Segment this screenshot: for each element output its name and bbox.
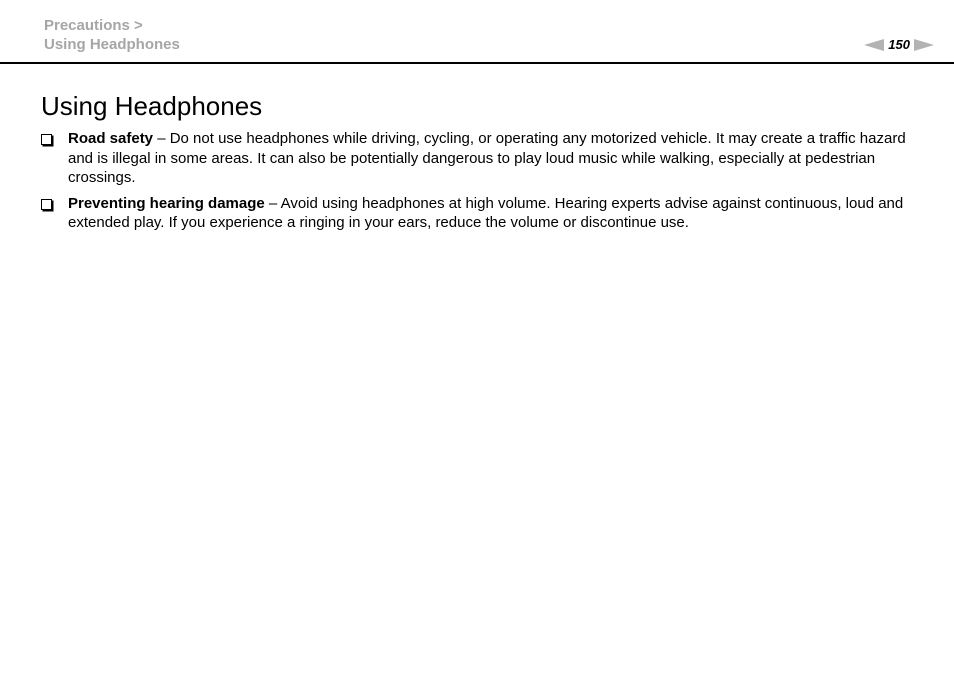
checkbox-bullet-icon xyxy=(41,199,52,210)
item-term: Preventing hearing damage xyxy=(68,194,265,212)
item-term: Road safety xyxy=(68,130,154,147)
precaution-list xyxy=(40,129,920,239)
header-divider xyxy=(0,62,954,64)
next-page-arrow-icon[interactable] xyxy=(914,39,934,51)
item-text: – Do not use headphones while driving, cycling, or operating any motorized vehicle. It may create a traffic hazard and is illegal in some areas. It can also be potentially dangerous to play loud music while walking, especially at pedestrian crossings. xyxy=(68,130,906,186)
list-item-hearing-damage xyxy=(40,194,920,233)
page-header xyxy=(0,0,954,64)
breadcrumb-parent[interactable]: Precautions > xyxy=(44,17,143,34)
breadcrumb-current: Using Headphones xyxy=(44,36,180,53)
page-title: Using Headphones xyxy=(41,91,263,121)
page-navigator xyxy=(864,37,934,53)
checkbox-bullet-icon xyxy=(41,134,52,145)
page-number: 150 xyxy=(888,37,910,52)
previous-page-arrow-icon[interactable] xyxy=(864,39,884,51)
list-item-road-safety xyxy=(40,129,920,188)
breadcrumb xyxy=(44,16,180,54)
item-text: – Avoid using headphones at high volume. Hearing experts advise against continuous, loud and extended play. If you experience a ringing in your ears, reduce the volume or discontinue use. xyxy=(68,194,904,231)
